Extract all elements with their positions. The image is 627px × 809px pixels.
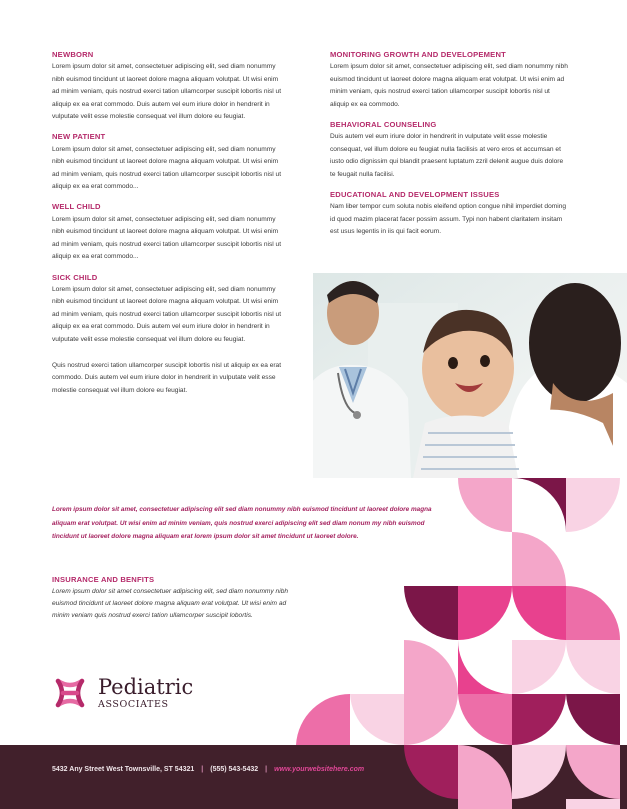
logo-subtitle: ASSOCIATES <box>98 698 169 710</box>
extra-paragraph: Quis nostrud exerci tation ullamcorper suscipit lobortis nisl ut aliquip ex ea erat commodo. Duis autem vel eum iriure dolor in hendrerit in vulputate velit esse molestie consequat vel illum dolore eu feugiat. <box>52 361 282 394</box>
left-column <box>52 49 287 405</box>
section-heading-sick-child: SICK CHILD <box>52 272 98 282</box>
pattern-shape <box>458 586 512 640</box>
pattern-shape <box>566 640 620 694</box>
section-body-sick-child: Lorem ipsum dolor sit amet, consectetuer adipiscing elit, sed diam nonummy nibh euismod tincidunt ut laoreet dolore magna aliquam volutpat. Ut wisi enim ad minim veniam, quis nostrud exerci tation ullamcorper suscipit lobortis nisl ut aliquip ex ea erat commodo. Duis autem vel eum iriure dolor in hendrerit in vulputate velit esse molestie consequat vel illum dolore eu feugiat. <box>52 285 282 343</box>
pattern-shape <box>566 478 620 532</box>
photo-illustration <box>313 273 627 478</box>
insurance-section <box>52 574 302 630</box>
footer-separator: | <box>265 766 268 773</box>
section-heading-monitoring: MONITORING GROWTH AND DEVELOPEMENT <box>330 50 506 59</box>
section-body-monitoring: Lorem ipsum dolor sit amet, consectetuer adipiscing elit, sed diam nonummy nibh euismod tincidunt ut laoreet dolore magna aliquam erat volutpat. Ut wisi enim ad minim veniam, quis nostrud exerci tation ullamcorper suscipit lobortis nisl ut aliquip ex ea commodo. <box>330 63 568 108</box>
logo-name: Pediatric <box>98 674 194 699</box>
doctor-child-photo <box>313 273 627 478</box>
footer <box>0 745 627 809</box>
section-heading-newborn: NEWBORN <box>52 50 94 59</box>
section-heading-new-patient: NEW PATIENT <box>52 132 106 142</box>
pattern-shape <box>458 478 512 532</box>
pattern-shape <box>512 532 566 586</box>
section-heading-well-child: WELL CHILD <box>52 202 101 212</box>
section-body-new-patient: Lorem ipsum dolor sit amet, consectetuer adipiscing elit, sed diam nonummy nibh euismod tincidunt ut laoreet dolore magna aliquam volutpat. Ut wisi enim ad minim veniam, quis nostrud exerci tation ullamcorper suscipit lobortis nisl ut aliquip ex ea erat commodo... <box>52 145 282 191</box>
logo-text <box>98 674 194 710</box>
section-body-newborn: Lorem ipsum dolor sit amet, consectetuer adipiscing elit, sed diam nonummy nibh euismod tincidunt ut laoreet dolore magna aliquam volutpat. Ut wisi enim ad minim veniam, quis nostrud exerci tation ullamcorper suscipit lobortis nisl ut aliquip ex ea erat commodo. Duis autem vel eum iriure dolor in hendrerit in vulputate velit esse molestie consequat vel illum dolore eu feugiat. <box>52 63 282 121</box>
logo <box>52 675 193 711</box>
pattern-shape <box>512 586 566 640</box>
pattern-shape <box>512 694 566 745</box>
section-heading-behavioral: BEHAVIORAL COUNSELING <box>330 120 437 130</box>
section-body-insurance: Lorem ipsum dolor sit amet consectetuer adipiscing elit, sed diam nonummy nibh euismod tincidunt ut laoreet dolore magna aliquam erat volutpat. Ut wisi enim ad minim veniam quis nostrud exerci tation ullamcorper suscipit lobortis. <box>52 588 289 619</box>
section-body-well-child: Lorem ipsum dolor sit amet, consectetuer adipiscing elit, sed diam nonummy nibh euismod tincidunt ut laoreet dolore magna aliquam volutpat. Ut wisi enim ad minim veniam, quis nostrud exerci tation ullamcorper suscipit lobortis nisl ut aliquip ex ea erat commodo... <box>52 215 282 261</box>
pattern-shape <box>512 640 566 694</box>
pattern-shape <box>566 586 620 640</box>
pattern-shape <box>512 478 566 532</box>
pattern-shape <box>458 694 512 745</box>
section-body-behavioral: Duis autem vel eum iriure dolor in hendrerit in vulputate velit esse molestie consequat, vel illum dolore eu feugiat nulla facilisis at vero eros et accumsan et iusto odio dignissim qui blandit praesent luptatum zzril delenit augue duis dolore te feugait nulla facilisi. <box>330 133 564 178</box>
pattern-shape <box>404 586 458 640</box>
section-heading-educational: EDUCATIONAL AND DEVELOPMENT ISSUES <box>330 190 500 200</box>
pattern-shape <box>404 694 458 745</box>
highlight-quote: Lorem ipsum dolor sit amet, consectetuer adipiscing elit sed diam nonummy nibh euismod tincidunt ut laoreet dolore magna aliquam erat volutpat. Ut wisi enim ad minim veniam, quis nostrud exerci adipiscing elit sed diam nonum my nibh euismod tincidunt ut laoreet dolore magna aliquam erat lorem ipsum dolor sit amet tincidunt ut laoreet dolore. <box>52 506 432 541</box>
pediatric-logo-icon <box>52 675 88 711</box>
section-heading-insurance: INSURANCE AND BENFITS <box>52 575 155 584</box>
pattern-shape <box>458 640 512 694</box>
pattern-shape <box>296 694 350 745</box>
footer-phone: (555) 543-5432 <box>210 766 259 773</box>
footer-separator: | <box>201 766 204 773</box>
footer-address: 5432 Any Street West Townsville, ST 54321 <box>52 766 195 773</box>
right-column <box>330 49 570 247</box>
footer-contact <box>52 766 364 773</box>
section-body-educational: Nam liber tempor cum soluta nobis eleifend option congue nihil imperdiet doming id quod mazim placerat facer possim assum. Typi non habent claritatem insitam est usus legentis in iis qui facit eorum. <box>330 203 567 236</box>
pattern-shape <box>566 694 620 745</box>
pattern-shape <box>404 640 458 694</box>
footer-website-link[interactable]: www.yourwebsitehere.com <box>274 766 365 773</box>
pattern-shape <box>350 694 404 745</box>
